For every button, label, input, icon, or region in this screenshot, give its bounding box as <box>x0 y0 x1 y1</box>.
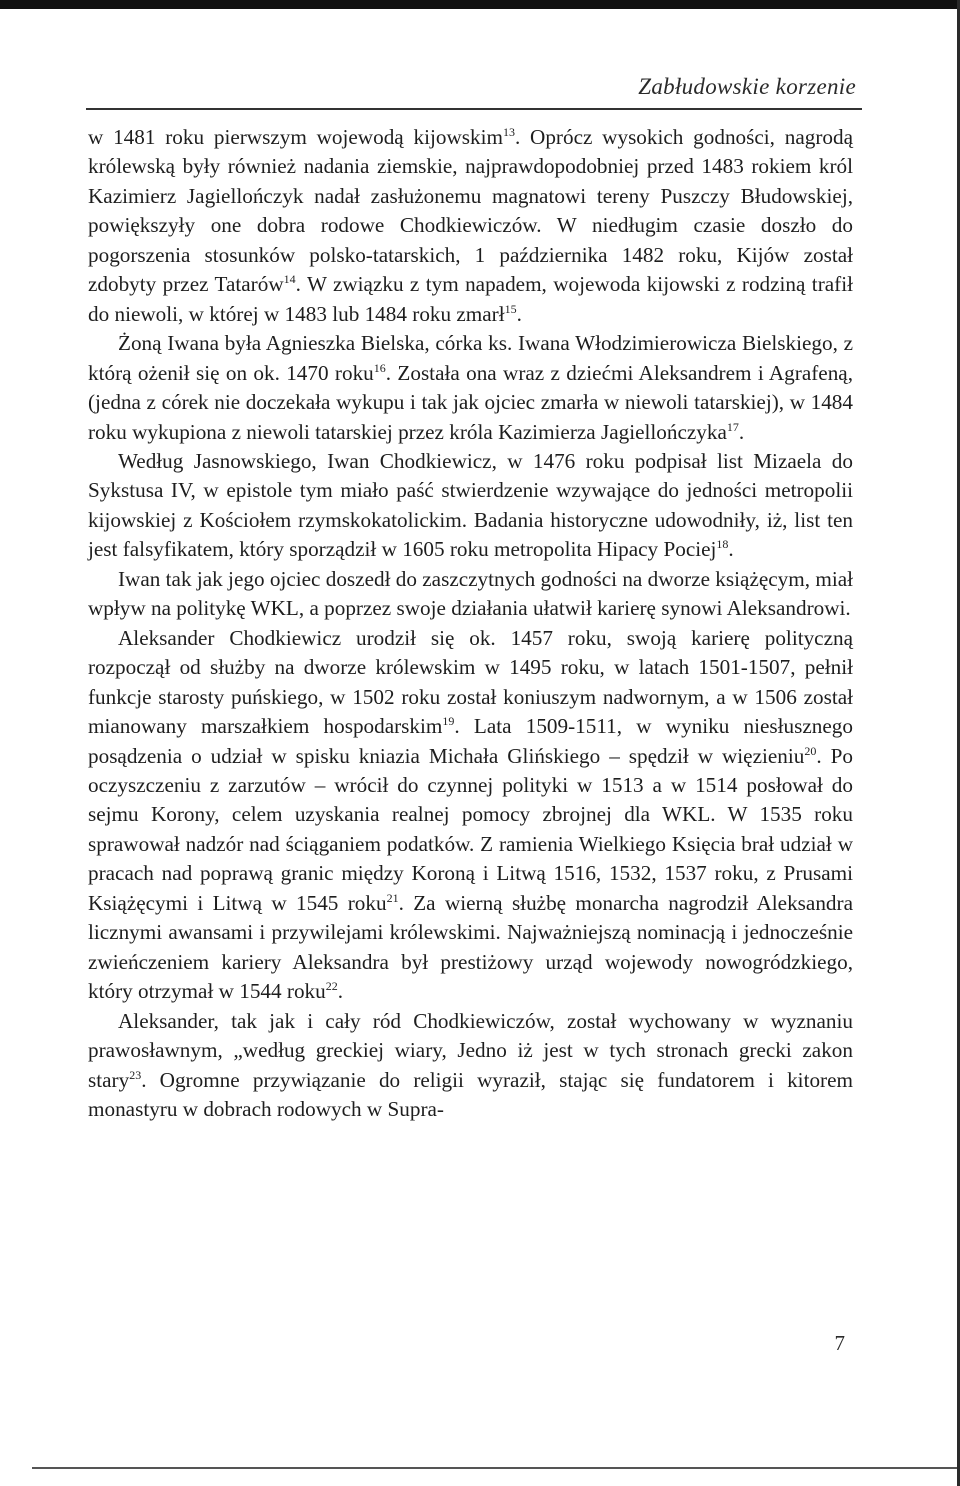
body-text <box>88 123 853 1124</box>
paragraph <box>88 1007 853 1125</box>
text-run: w 1481 roku pierwszym wojewodą kijowskim <box>88 125 503 149</box>
text-run: . Została ona wraz z dziećmi Aleksandrem i Agrafeną, (jedna z córek nie doczekała wykupu i tak jak ojciec zmarła w niewoli tatarskiej), w 1484 roku wykupiona z niewoli tatarskiej przez króla Kazimierza Jagiellończyka <box>88 360 853 444</box>
text-run: Aleksander, tak jak i cały ród Chodkiewiczów, został wychowany w wyznaniu prawosławnym, „według greckiej wiary, Jedno iż jest w tych stronach grecki zakon stary <box>88 1008 853 1092</box>
text-run: . <box>337 979 344 1004</box>
footnote-marker: 19 <box>442 714 455 729</box>
paragraph <box>88 329 853 447</box>
footnote-marker: 22 <box>325 979 338 994</box>
paragraph <box>88 624 853 1007</box>
text-run: Aleksander Chodkiewicz urodził się ok. 1457 roku, swoją karierę polityczną rozpoczął od służby na dworze królewskim w 1495 roku, w latach 1501-1507, pełnił funkcje starosty puńskiego, w 1502 roku został koniuszym nadwornym, a w 1506 został mianowany marszałkiem hospodarskim <box>88 625 853 739</box>
footnote-marker: 17 <box>726 419 739 434</box>
bottom-rule <box>32 1467 957 1469</box>
footnote-marker: 18 <box>716 537 729 552</box>
paragraph <box>88 565 853 624</box>
text-run: . <box>738 419 745 444</box>
footnote-marker: 23 <box>129 1067 142 1082</box>
text-run: Iwan tak jak jego ojciec doszedł do zaszczytnych godności na dworze książęcym, miał wpływ na politykę WKL, a poprzez swoje działania ułatwił karierę synowi Aleksandrowi. <box>88 566 853 621</box>
text-run: . <box>516 301 522 326</box>
paragraph <box>88 447 853 565</box>
page-number: 7 <box>834 1331 845 1355</box>
text-run: . W związku z tym napadem, wojewoda kijowski z rodziną trafił do niewoli, w której w 1483 lub 1484 roku zmarł <box>88 272 853 326</box>
header-rule <box>86 108 862 110</box>
text-run: . Po oczyszczeniu z zarzutów – wrócił do czynnej polityki w 1513 a w 1514 posłował do sejmu Korony, celem uzyskania realnej pomocy zbrojnej dla WKL. W 1535 roku sprawował nadzór nad ściąganiem podatków. Z ramienia Wielkiego Księcia brał udział w pracach nad poprawą granic między Koroną i Litwą 1516, 1532, 1537 roku, z Prusami Książęcymi i Litwą w 1545 roku <box>88 743 853 915</box>
text-run: . Lata 1509-1511, w wyniku niesłusznego posądzenia o udział w spisku kniazia Michała Glińskiego – spędził w więzieniu <box>88 714 853 768</box>
running-header-title: Zabłudowskie korzenie <box>638 74 856 99</box>
text-run: . Za wierną służbę monarcha nagrodził Aleksandra licznymi awansami i przywilejami królewskimi. Najważniejszą nominacją i jednocześnie zwieńczeniem kariery Aleksandra był prestiżowy urząd wojewody nowogródzkiego, który otrzymał w 1544 roku <box>88 890 853 1004</box>
footnote-marker: 15 <box>504 301 517 316</box>
text-run: . <box>728 537 734 562</box>
top-border <box>0 0 960 9</box>
text-run: . Oprócz wysokich godności, nagrodą królewską były również nadania ziemskie, najprawdopodobniej przed 1483 rokiem król Kazimierz Jagiellończyk nadał zasłużonemu magnatowi tereny Puszczy Błudowskiej, powiększyły one dobra rodowe Chodkiewiczów. W niedługim czasie doszło do pogorszenia stosunków polsko-tatarskich, 1 października 1482 roku, Kijów został zdobyty przez Tatarów <box>88 125 853 297</box>
text-run: Żoną Iwana była Agnieszka Bielska, córka ks. Iwana Włodzimierowicza Bielskiego, z którą ożenił się on ok. 1470 roku <box>88 331 853 385</box>
text-run: . Ogromne przywiązanie do religii wyraził, stając się fundatorem i kitorem monastyru w dobrach rodowych w Supra- <box>88 1067 853 1121</box>
footnote-marker: 13 <box>502 125 515 139</box>
paragraph <box>88 123 853 329</box>
footnote-marker: 14 <box>283 272 296 287</box>
text-run: Według Jasnowskiego, Iwan Chodkiewicz, w 1476 roku podpisał list Mizaela do Sykstusa IV, w epistole tym miało paść stwierdzenie wzywające do jedności metropolii kijowskiej z Kościołem rzymskokatolickim. Badania historyczne udowodniły, iż, list ten jest falsyfikatem, który sporządził w 1605 roku metropolita Hipacy Pociej <box>88 448 853 562</box>
footnote-marker: 21 <box>386 890 399 905</box>
footnote-marker: 20 <box>804 743 817 758</box>
footnote-marker: 16 <box>373 360 386 375</box>
